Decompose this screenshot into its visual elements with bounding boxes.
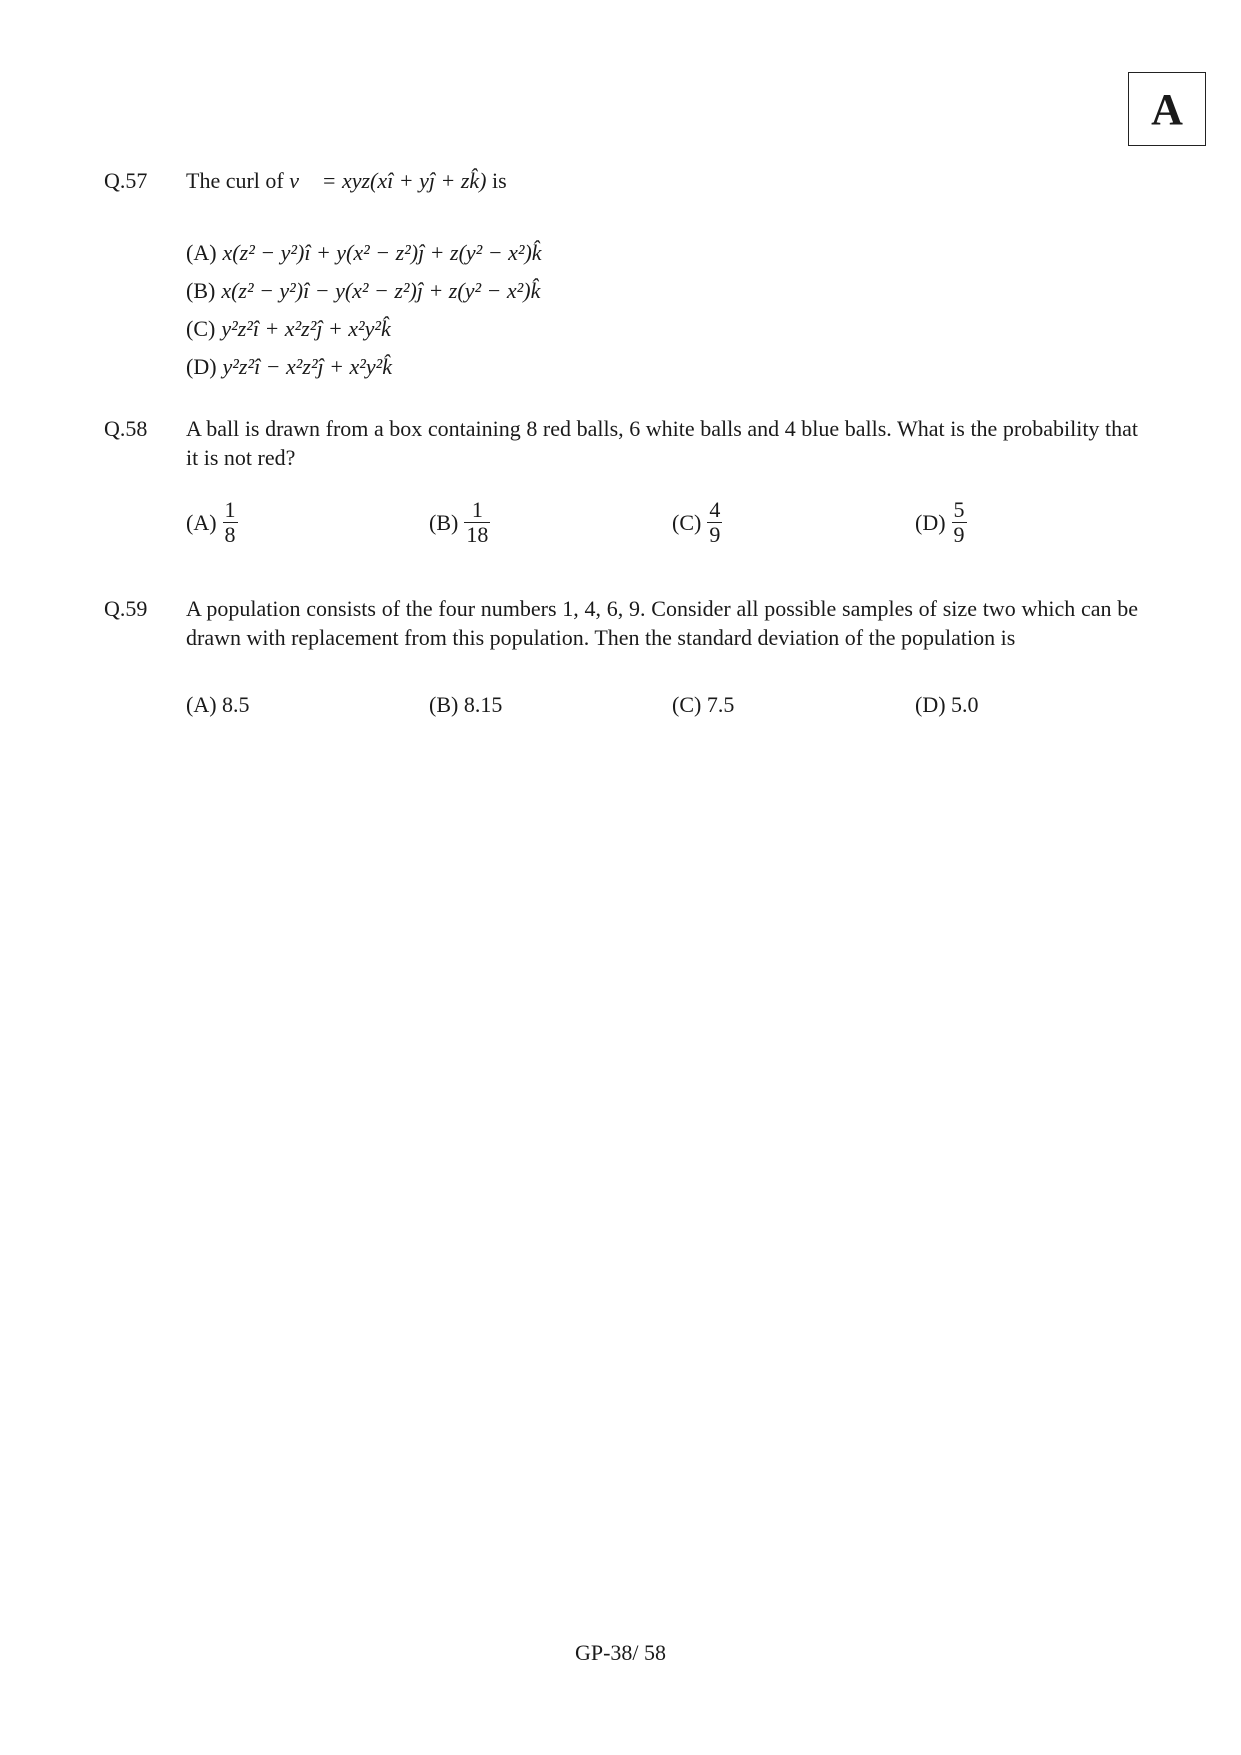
fraction [464,498,490,547]
option-b [429,686,502,722]
option-label: (B) [429,509,459,535]
option-b [429,492,490,552]
option-a [186,686,250,722]
question-text-prefix: The curl of [186,168,290,193]
question-math-expression: v⃗ = xyz(xî + yĵ + zk̂) [289,168,487,193]
option-d [186,348,542,386]
option-value: 8.5 [222,691,250,717]
fraction [223,498,238,547]
denominator: 18 [466,521,489,547]
option-value: 8.15 [463,691,503,717]
option-label: (A) [186,240,217,265]
option-c [672,686,734,722]
option-label: (C) [672,691,702,717]
question-text-suffix: is [486,168,507,193]
option-c [186,310,542,348]
option-c [672,492,722,552]
option-label: (D) [915,509,946,535]
question-set-code: A [1128,72,1206,146]
option-expression: x(z² − y²)î − y(x² − z²)ĵ + z(y² − x²)k̂ [221,278,541,303]
options-row [186,492,1166,552]
question-59 [104,594,1138,744]
option-expression: y²z²î − x²z²ĵ + x²y²k̂ [222,354,392,379]
options-row [186,686,1166,722]
numerator: 1 [224,496,236,522]
option-value: 7.5 [706,691,735,717]
question-text: A ball is drawn from a box containing 8 red balls, 6 white balls and 4 blue balls. What is the probability that it is not red? [186,416,1138,470]
numerator: 5 [953,496,965,522]
denominator: 9 [953,521,965,547]
question-number: Q.59 [104,596,148,621]
option-label: (D) [186,354,217,379]
denominator: 8 [224,521,236,547]
numerator: 1 [471,496,483,522]
question-text [186,166,1138,195]
option-label: (A) [186,691,217,717]
page-footer: GP-38/ 58 [574,1640,667,1665]
option-a [186,492,238,552]
question-57 [104,166,1138,396]
option-label: (B) [186,278,216,303]
option-label: (B) [429,691,459,717]
question-text: A population consists of the four numbers 1, 4, 6, 9. Consider all possible samples of size two which can be drawn with replacement from this population. Then the standard deviation of the population is [186,596,1138,650]
denominator: 9 [709,521,721,547]
options-list [186,234,542,386]
option-label: (A) [186,509,217,535]
question-number: Q.58 [104,416,148,441]
option-d [915,492,967,552]
question-58 [104,414,1138,564]
question-number: Q.57 [104,168,148,193]
fraction [952,498,967,547]
option-a [186,234,542,272]
option-label: (C) [672,509,702,535]
option-label: (D) [915,691,946,717]
option-value: 5.0 [951,691,979,717]
option-label: (C) [186,316,216,341]
option-d [915,686,979,722]
option-expression: x(z² − y²)î + y(x² − z²)ĵ + z(y² − x²)k̂ [222,240,542,265]
option-b [186,272,542,310]
fraction [707,498,722,547]
numerator: 4 [709,496,721,522]
option-expression: y²z²î + x²z²ĵ + x²y²k̂ [221,316,391,341]
